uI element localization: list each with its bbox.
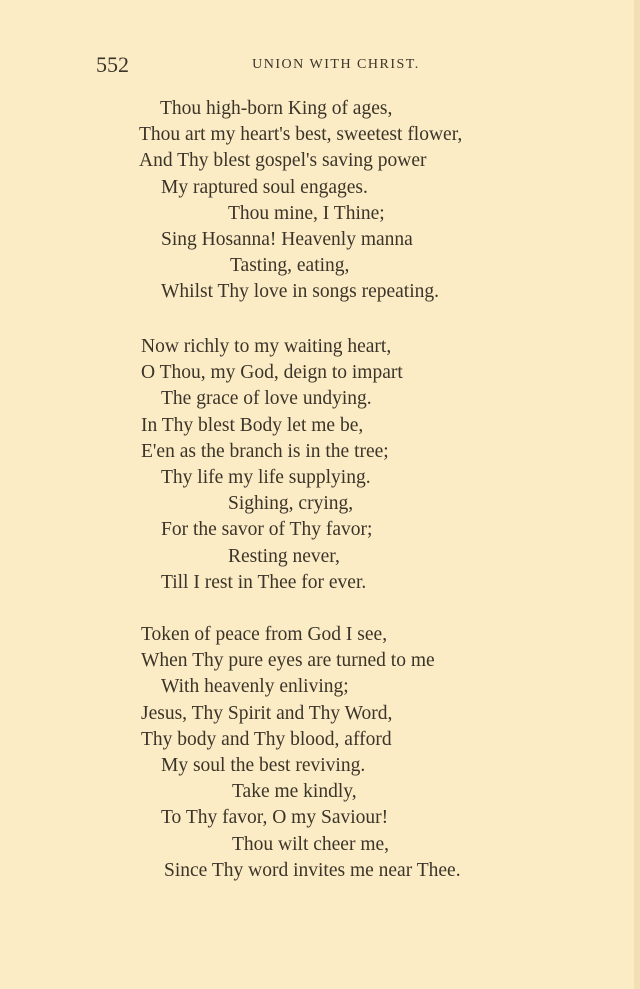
verse-line: Since Thy word invites me near Thee.: [164, 859, 461, 881]
verse-line: O Thou, my God, deign to impart: [141, 362, 403, 384]
verse-line: Thou high-born King of ages,: [160, 98, 393, 119]
verse-line: Token of peace from God I see,: [141, 624, 388, 645]
verse-line: Sighing, crying,: [228, 493, 354, 515]
verse-line: Jesus, Thy Spirit and Thy Word,: [141, 702, 393, 724]
verse-line: Thou wilt cheer me,: [232, 833, 390, 855]
verse-line: Thou art my heart's best, sweetest flower,: [139, 124, 463, 146]
verse-line: Thou mine, I Thine;: [228, 202, 385, 224]
verse-line: Now richly to my waiting heart,: [141, 336, 392, 357]
verse-line: For the savor of Thy favor;: [161, 519, 373, 541]
verse-line: In Thy blest Body let me be,: [141, 414, 364, 436]
running-header: UNION WITH CHRIST.: [252, 57, 420, 72]
page-number: 552: [96, 52, 129, 77]
verse-line: To Thy favor, O my Saviour!: [161, 807, 389, 829]
verse-line: Thy body and Thy blood, afford: [141, 728, 392, 750]
verse-line: My soul the best reviving.: [161, 754, 366, 776]
stanza-3: [0, 622, 640, 884]
verse-line: Thy life my life supplying.: [161, 466, 371, 488]
verse-line: My raptured soul engages.: [161, 176, 368, 198]
stanza-1: [0, 96, 640, 306]
verse-line: Tasting, eating,: [230, 255, 350, 277]
stanza-2: [0, 334, 640, 596]
verse-line: The grace of love undying.: [161, 388, 372, 410]
verse-line: When Thy pure eyes are turned to me: [141, 650, 435, 672]
verse-line: Whilst Thy love in songs repeating.: [161, 281, 440, 303]
verse-line: Till I rest in Thee for ever.: [161, 571, 367, 593]
verse-line: And Thy blest gospel's saving power: [139, 150, 427, 172]
verse-line: Take me kindly,: [232, 781, 357, 803]
verse-line: Resting never,: [228, 545, 340, 567]
verse-line: E'en as the branch is in the tree;: [141, 440, 389, 462]
verse-line: With heavenly enliving;: [161, 676, 349, 698]
verse-line: Sing Hosanna! Heavenly manna: [161, 228, 413, 250]
